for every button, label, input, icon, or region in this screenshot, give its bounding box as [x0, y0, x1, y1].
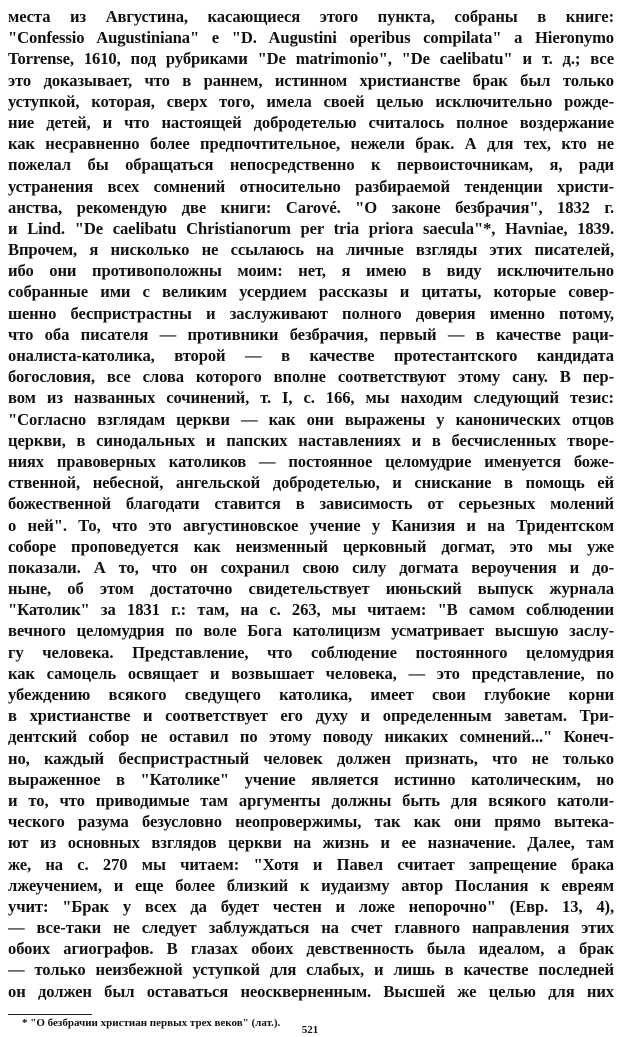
text-line: убеждению всякого сведущего католика, имеет свои глубокие корни: [8, 685, 614, 704]
text-line: собранные ими с великим усердием рассказы и цитаты, которые совер-: [8, 282, 614, 302]
text-line: учит: "Брак у всех да будет честен и ложе непорочно" (Евр. 13, 4),: [8, 896, 614, 916]
text-line: соборе проповедуется как неизменный церковный догмат, это мы уже: [8, 536, 614, 556]
text-line: — все-таки не следует заблуждаться на счет главного направления этих: [8, 918, 614, 938]
footnote: * "О безбрачии христиан первых трех веков" (лат.).: [22, 1017, 281, 1029]
text-line: вом из названных сочинений, т. I, с. 166, мы находим следующий тезис:: [8, 388, 614, 408]
text-line: это доказывает, что в раннем, истинном христианстве брак был только: [8, 70, 614, 90]
text-line: "Confessio Augustiniana" e "D. Augustini operibus compilata" a Hieronymo: [8, 28, 614, 48]
text-line: оналиста-католика, второй — в качестве протестантского кандидата: [8, 346, 614, 365]
main-text: [8, 6, 614, 1002]
text-line: пожелал бы обращаться непосредственно к первоисточникам, я, ради: [8, 155, 614, 175]
text-line: "Католик" за 1831 г.: там, на с. 263, мы читаем: "В самом соблюдении: [8, 600, 614, 620]
text-line: уступкой, которая, сверх того, имела своей целью исключительно рожде-: [8, 91, 614, 111]
text-line: и то, что приводимые там аргументы должны быть для всякого католи-: [8, 790, 614, 810]
text-line: шенно беспристрастны и заслуживают полного доверия именно потому,: [8, 303, 614, 323]
text-line: ибо они противоположны моим: нет, я имею в виду исключительно: [8, 261, 614, 281]
text-line: устранения всех сомнений относительно разбираемой тенденции христи-: [8, 176, 614, 196]
text-line: Torrense, 1610, под рубриками "De matrimonio", "De caelibatu" и т. д.; все: [8, 49, 614, 69]
text-line: как самоцель освящает и возвышает человека, — это представление, по: [8, 663, 614, 683]
text-line: обоих агиографов. В глазах обоих девственность была идеалом, а брак: [8, 939, 614, 959]
text-line: и Lind. "De caelibatu Christianorum per tria priora saecula"*, Havniae, 1839.: [8, 218, 614, 238]
text-line: места из Августина, касающиеся этого пункта, собраны в книге:: [8, 7, 614, 26]
text-line: ниях правоверных католиков — постоянное целомудрие именуется боже-: [8, 451, 614, 471]
text-line: — только неизбежной уступкой для слабых, и лишь в качестве последней: [8, 960, 614, 980]
text-line: ныне, об этом достаточно свидетельствует июньский выпуск журнала: [8, 579, 614, 599]
text-line: лжеучением, и еще более близкий к иудаизму автор Послания к евреям: [8, 875, 614, 895]
text-line: дентский собор не оставил по этому поводу никаких сомнений..." Конеч-: [8, 727, 614, 747]
text-line: Впрочем, я нисколько не ссылаюсь на личные взгляды этих писателей,: [8, 240, 614, 260]
text-line: выраженное в "Католике" учение является истинно католическим, но: [8, 769, 614, 789]
text-line: ют из основных взглядов церкви на жизнь и ее назначение. Далее, там: [8, 833, 614, 853]
text-line: вечного целомудрия по воле Бога католицизм усматривает высшую заслу-: [8, 621, 614, 641]
text-line: анства, рекомендую две книги: Carové. "О законе безбрачия", 1832 г.: [8, 197, 614, 217]
text-line: божественной благодати ставится в зависимость от серьезных молений: [8, 494, 614, 514]
text-line: богословия, все слова которого вполне соответствуют этому сану. В пер-: [8, 367, 614, 387]
text-line: церкви, в синодальных и папских наставлениях и в бесчисленных творе-: [8, 430, 614, 450]
text-line: о ней". То, что это августиновское учение у Канизия и на Тридентском: [8, 515, 614, 535]
text-line: что оба писателя — противники безбрачия, первый — в качестве раци-: [8, 324, 614, 344]
text-line: он должен был оставаться неоскверненным. Высшей же целью для них: [8, 981, 614, 1001]
footnote-divider: [8, 1014, 92, 1015]
text-line: как несравненно более предпочтительное, нежели брак. А для тех, кто не: [8, 134, 614, 154]
text-line: ние детей, и что настоящей добродетелью считалось полное воздержание: [8, 112, 614, 132]
text-line: же, на с. 270 мы читаем: "Хотя и Павел считает запрещение брака: [8, 854, 614, 874]
page-number: 521: [301, 1024, 319, 1036]
text-line: ственной, небесной, ангельской добродетелью, и снискание в помощь ей: [8, 473, 614, 493]
text-line: "Согласно взглядам церкви — как они выражены у канонических отцов: [8, 409, 614, 429]
text-line: но, каждый беспристрастный человек должен признать, что не только: [8, 748, 614, 768]
text-line: гу человека. Представление, что соблюдение постоянного целомудрия: [8, 642, 614, 662]
text-line: в христианстве и соответствует его духу и определенным заветам. Три-: [8, 706, 614, 726]
text-line: ческого разума безусловно неопровержимы, так как они прямо вытека-: [8, 812, 614, 832]
text-line: показали. А то, что он сохранил свою силу догмата вероучения и до-: [8, 557, 614, 577]
